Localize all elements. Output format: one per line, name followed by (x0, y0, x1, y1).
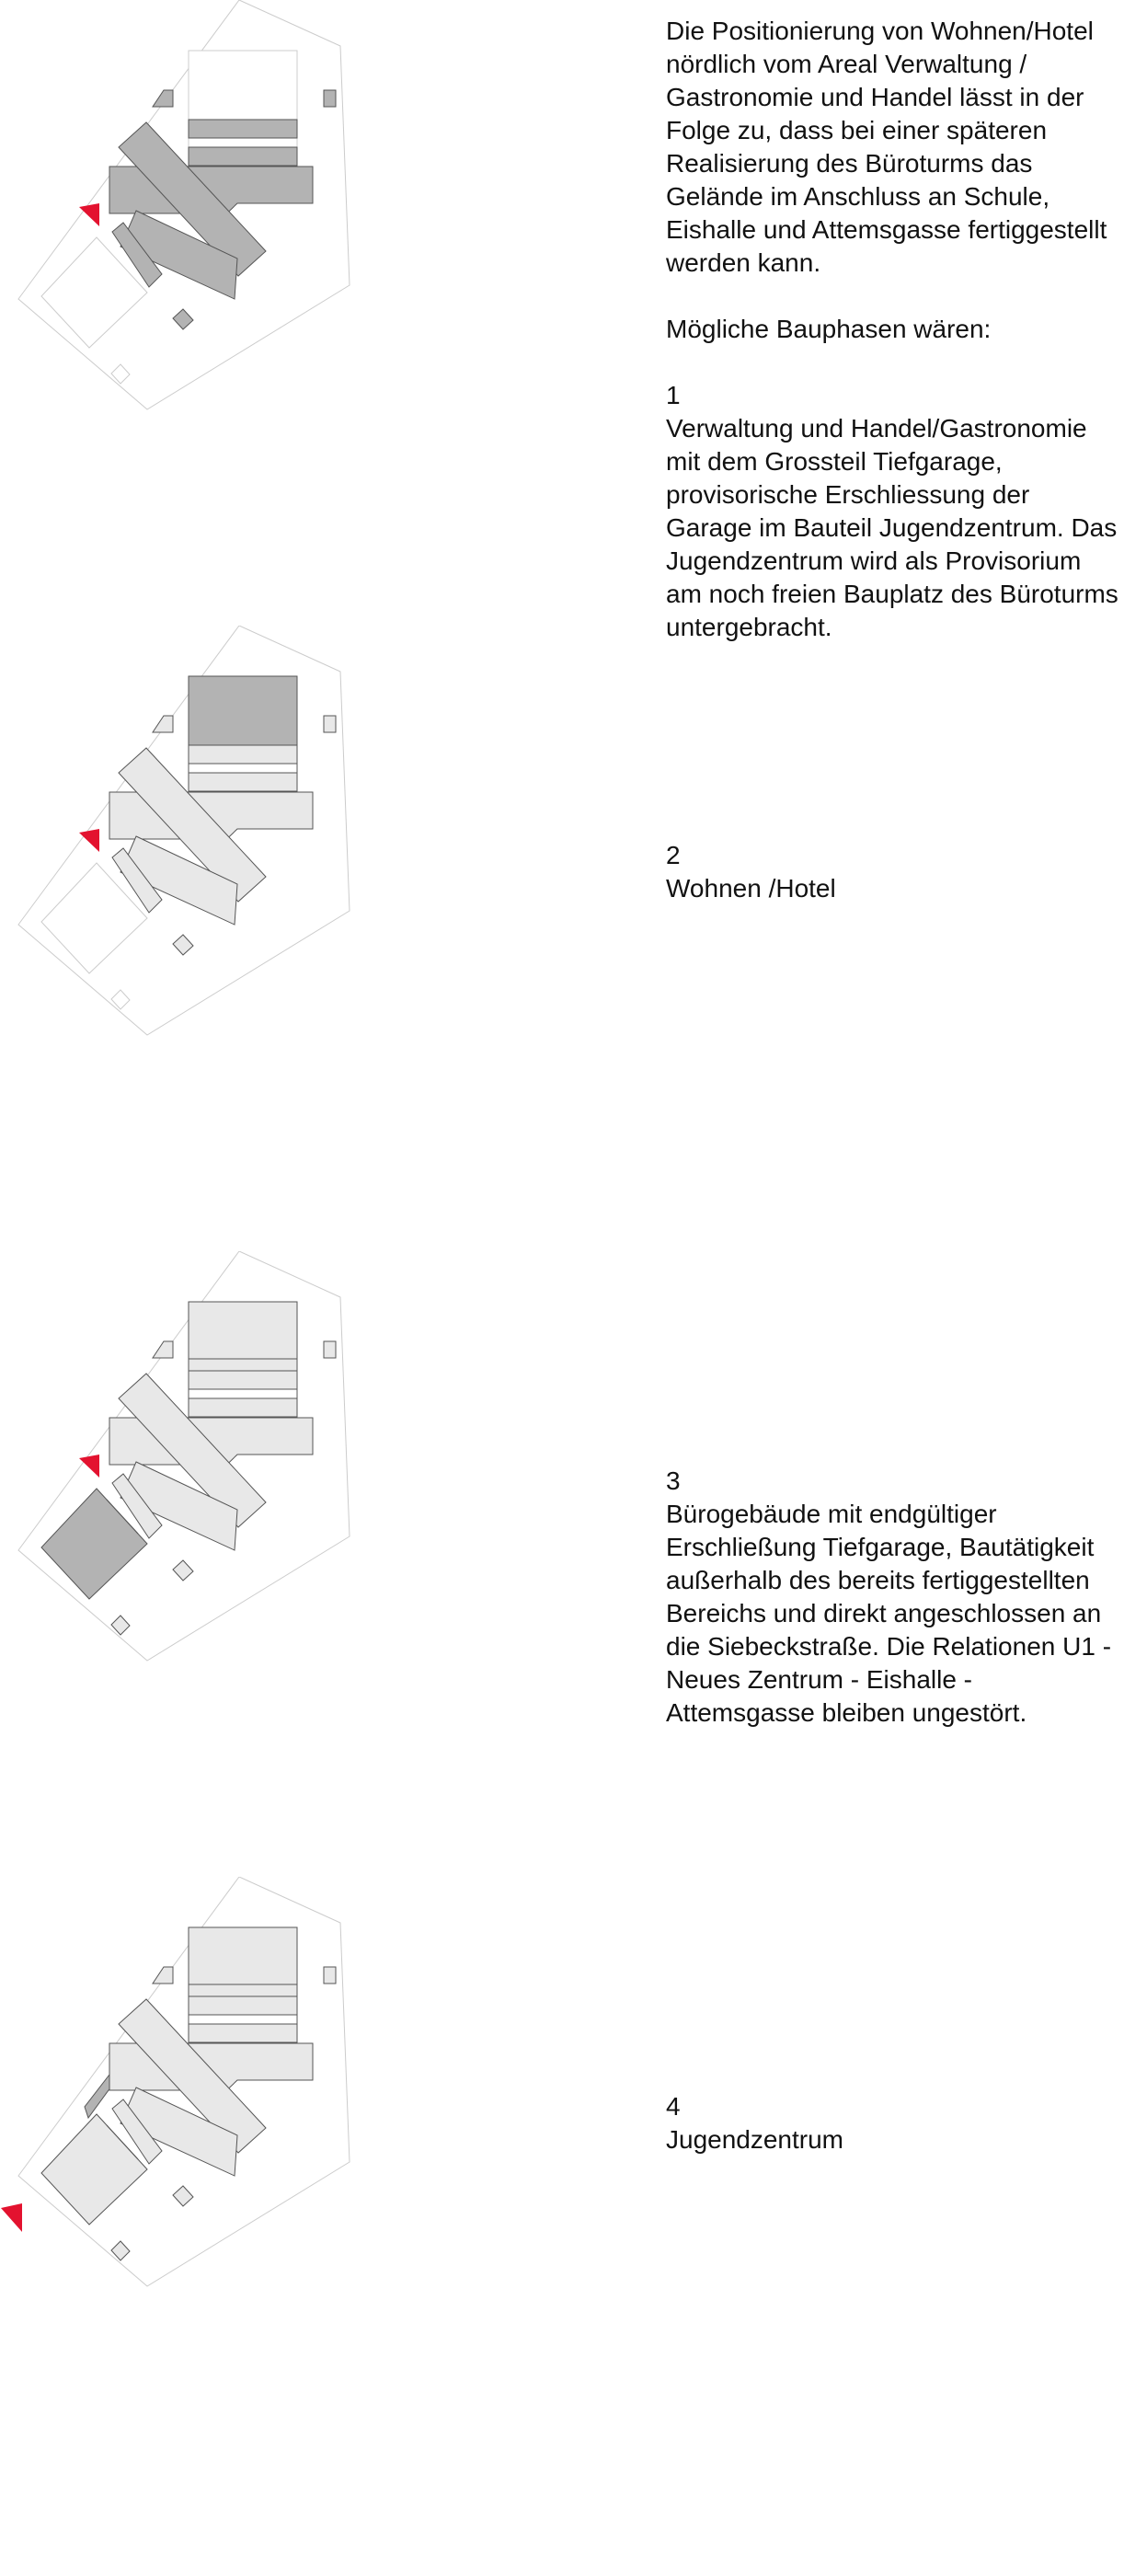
phase-description: Wohnen /Hotel (666, 874, 836, 903)
phase-number: 2 (666, 841, 681, 869)
outbuilding (173, 309, 193, 329)
building-north-active (189, 676, 297, 745)
entry-marker (1, 2203, 22, 2232)
outbuilding (153, 1341, 173, 1358)
phase-2-text (666, 839, 1121, 905)
entry-marker (79, 1455, 99, 1478)
outbuilding (173, 935, 193, 955)
building-north-strip (189, 120, 297, 138)
phase-number: 3 (666, 1466, 681, 1495)
phase-1-text (666, 15, 1121, 644)
phase-number: 4 (666, 2092, 681, 2121)
building-north-gap (189, 764, 297, 773)
outbuilding (153, 1967, 173, 1984)
subhead: Mögliche Bauphasen wären: (666, 315, 992, 343)
building-north-strip (189, 745, 297, 764)
phase-number: 1 (666, 381, 681, 409)
building-north-strip (189, 147, 297, 166)
outbuilding (153, 716, 173, 732)
site-plan-phase-2 (0, 626, 635, 1251)
intro-text: Die Positionierung von Wohnen/Hotel nördlich vom Areal Verwaltung / Gastronomie und Handel lässt in der Folge zu, dass bei einer späteren Realisierung des Büroturms das Gelände im Anschluss an Schule, Eishalle und Attemsgasse fertiggestellt werden kann. (666, 17, 1107, 277)
site-plan-phase-1 (0, 0, 635, 626)
phase-description: Jugendzentrum (666, 2125, 844, 2154)
site-plan-phase-3 (0, 1251, 635, 1877)
outbuilding (324, 90, 336, 107)
phase-4 (0, 1877, 1124, 2502)
entry-marker (79, 829, 99, 852)
phase-description: Bürogebäude mit endgültiger Erschließung Tiefgarage, Bautätigkeit außerhalb des bereits fertiggestellten Bereichs und direkt angeschlossen an die Siebeckstraße. Die Relationen U1 - Neues Zentrum - Eishalle - Attemsgasse bleiben ungestört. (666, 1500, 1112, 1727)
phase-description: Verwaltung und Handel/Gastronomie mit dem Grossteil Tiefgarage, provisorische Erschliessung der Garage im Bauteil Jugendzentrum. Das Jugendzentrum wird als Provisorium am noch freien Bauplatz des Büroturms untergebracht. (666, 414, 1118, 641)
site-plan-phase-4 (0, 1877, 635, 2502)
building-north-gap (189, 1389, 297, 1398)
entry-marker (79, 203, 99, 226)
outbuilding (173, 2186, 193, 2206)
outbuilding (173, 1560, 193, 1581)
outbuilding (324, 1341, 336, 1358)
building-north-gap (189, 2015, 297, 2024)
phase-4-text (666, 2090, 1121, 2156)
outbuilding (153, 90, 173, 107)
phase-3 (0, 1251, 1124, 1877)
outbuilding (324, 1967, 336, 1984)
phase-3-text (666, 1465, 1121, 1730)
outbuilding (324, 716, 336, 732)
phase-1 (0, 0, 1124, 641)
phase-2 (0, 626, 1124, 1251)
